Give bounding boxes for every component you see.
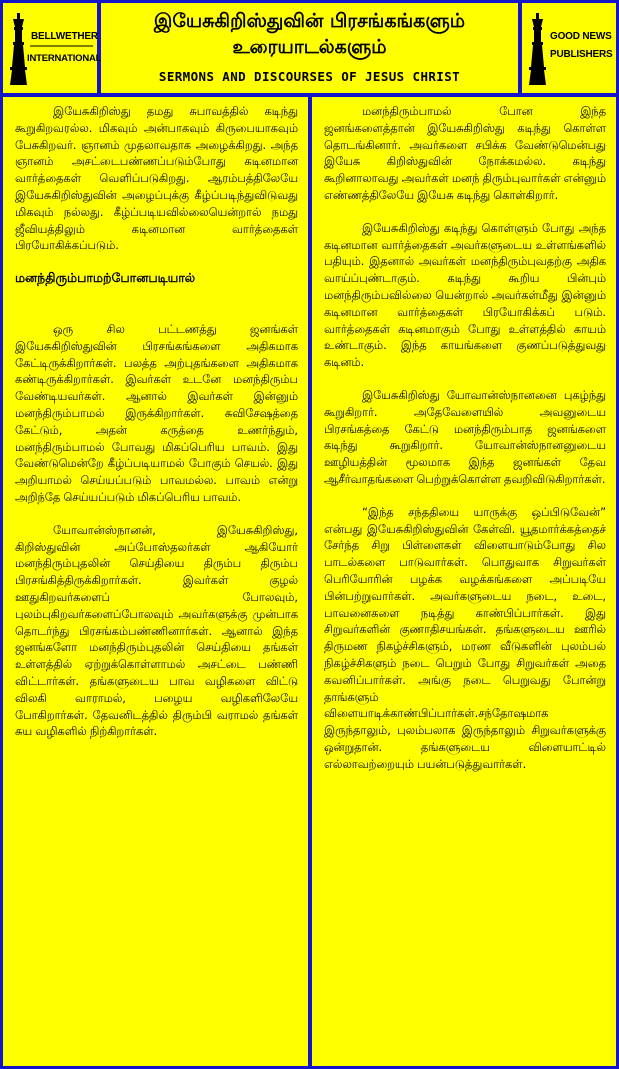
title-tamil-line2: உரையாடல்களும் (232, 36, 387, 58)
good-news-logo (522, 3, 616, 93)
paragraph: யோவான்ஸ்நானன், இயேசுகிறிஸ்து, கிறிஸ்துவின் அப்போஸ்தலர்கள் ஆகியோர் மனந்திரும்புதலின் செய்தியை திரும்ப திரும்ப பிரசங்கித்திருக்கிறார்கள். இவர்கள் குழல் ஊதுகிறவர்களைப் போலவும், புலம்புகிறவர்களைப்போலவும் அவர்களுக்கு முன்பாக தொடர்ந்து பிரசங்கம்பண்ணினார்கள். ஆனால் இந்த ஜனங்களோ மனந்திரும்புதலின் செய்தியை தங்கள் உள்ளத்தில் ஏற்றுக்கொள்ளாமல் அசட்டை பண்ணி விட்டார்கள். தங்களுடைய பாவ வழிகளை விட்டு விலகி வாராமல், பழைய வழிகளிலேயே போகிறார்கள். தேவனிடத்தில் திரும்பி வராமல் தங்கள் சுய வழிகளில் நிற்கிறார்கள். (15, 522, 298, 739)
tower-icon (3, 3, 97, 93)
logo-text-line1: GOOD NEWS (550, 31, 612, 42)
right-column (312, 97, 616, 1066)
tower-icon (522, 3, 616, 93)
paragraph: இயேசுகிறிஸ்து தமது சுபாவத்தில் கடிந்து கூறுகிறவரல்ல. மிகவும் அன்பாகவும் கிருபையாகவும் பேசுகிறவர். ஞானம் முதலாவதாக அழைக்கிறது. அந்த ஞானம் அசட்டைபண்ணப்படும்போது கடினமான வார்த்தைகள் வெளிப்படுகிறது. ஆரம்பத்திலேயே இயேசுகிறிஸ்துவின் அழைப்புக்கு கீழ்ப்படிந்துவிடுவது மிகவும் நல்லது. கீழ்ப்படியவில்லையென்றால் நமது ஜீவியத்திலும் கடினமான வார்த்தைகள் பிரயோகிக்கப்படும். (15, 104, 298, 253)
page-title (101, 3, 518, 93)
logo-text-line2: PUBLISHERS (550, 49, 613, 60)
section-heading: மனந்திரும்பாமற்போனபடியால் (15, 270, 196, 286)
title-english: SERMONS AND DISCOURSES OF JESUS CHRIST (158, 69, 461, 84)
title-tamil-line1: இயேசுகிறிஸ்துவின் பிரசங்கங்களும் (153, 10, 466, 32)
paragraph: ஒரு சில பட்டணத்து ஜனங்கள் இயேசுகிறிஸ்துவின் பிரசங்கங்களை அதிகமாக கேட்டிருக்கிறார்கள். பலத்த அற்புதங்களை அதிகமாக கண்டிருக்கிறார்கள். இவர்கள் உடனே மனந்திரும்ப வேண்டியவர்கள். ஆனால் இவர்கள் இன்னும் மனந்திரும்பாமல் இருக்கிறார்கள். சுவிசேஷத்தை கேட்டும், அதன் கருத்தை உணர்ந்தும், மனந்திரும்பாமல் போவது மிகப்பெரிய பாவம். இது வேண்டுமென்றே கீழ்ப்படியாமல் போகும் செயல். இது அறியாமல் செய்யப்படும் பாவமல்ல. பாவம் என்று அறிந்தே செய்யப்படும் மிகப்பெரிய பாவம். (15, 321, 298, 504)
paragraph: “இந்த சந்ததியை யாருக்கு ஒப்பிடுவேன்” என்பது இயேசுகிறிஸ்துவின் கேள்வி. யூதமார்க்கத்தைச் சேர்ந்த சிறு பிள்ளைகள் விளையாடும்போது சில பாடல்களை பாடுவார்கள். பொதுவாக சிறுவர்கள் பெரியோரின் பழக்க வழக்கங்களை அப்படியே பின்பற்றுவார்கள். அவர்களுடைய நடை, உடை, பாவனைகளை நடித்து காண்பிப்பார்கள். இது சிறுவர்களின் குணாதிசயங்கள். தங்களுடைய ஊரில் திருமண நிகழ்ச்சிகளும், மரண வீடுகளின் புலம்பல் நிகழ்ச்சிகளும் நடை பெறும் போது சிறுவர்கள் அதை கவனிப்பார்கள். அங்கு நடை பெறுவது போன்று தாங்களும் விளையாடிக்காண்பிப்பார்கள்.சந்தோஷமாக இருந்தாலும், புலம்பலாக இருந்தாலும் சிறுவர்களுக்கு ஒன்றுதான். தங்களுடைய விளையாட்டில் எல்லாவற்றையும் பயன்படுத்துவார்கள். (324, 504, 606, 771)
logo-text-line2: INTERNATIONAL (27, 53, 102, 64)
paragraph: இயேசுகிறிஸ்து கடிந்து கொள்ளும் போது அந்த கடினமான வார்த்தைகள் அவர்களுடைய உள்ளங்களில் பதியும். இதனால் அவர்கள் மனந்திரும்புவதற்கு அதிக வாய்ப்புண்டாகும். கடிந்து கூறிய பின்பும் மனந்திரும்பவில்லை யென்றால் அவர்கள்மீது இன்னும் கடினமான வார்த்தைகள் பிரயோகிக்கப் படும். வார்த்தைகள் கடினமாகும் போது உள்ளத்தில் காயம் உண்டாகும். இந்த காயங்களை குணப்படுத்துவது கடினம். (324, 220, 606, 370)
left-column (3, 97, 308, 1066)
paragraph: இயேசுகிறிஸ்து யோவான்ஸ்நானனை புகழ்ந்து கூறுகிறார். அதேவேளையில் அவனுடைய பிரசங்கத்தை கேட்டு மனந்திரும்பாத ஜனங்களை கடிந்து கூறுகிறார். யோவான்ஸ்நானனுடைய ஊழியத்தின் மூலமாக இந்த ஜனங்கள் தேவ ஆசீர்வாதங்களை பெற்றுக்கொள்ள தவறிவிடுகிறார்கள். (324, 387, 606, 486)
logo-text-line1: BELLWETHER (31, 31, 98, 42)
bellwether-logo (3, 3, 102, 93)
paragraph: மனந்திரும்பாமல் போன இந்த ஜனங்களைத்தான் இயேசுகிறிஸ்து கடிந்து கொள்ள தொடங்கினார். அவர்களை சபிக்க வேண்டுமென்பது இயேசு கிறிஸ்துவின் நோக்கமல்ல. கடிந்து கூறினாலாவது அவர்கள் மனந் திரும்புவார்கள் என்னும் எண்ணத்திலேயே இயேசு கடிந்து கொள்கிறார். (324, 104, 606, 202)
